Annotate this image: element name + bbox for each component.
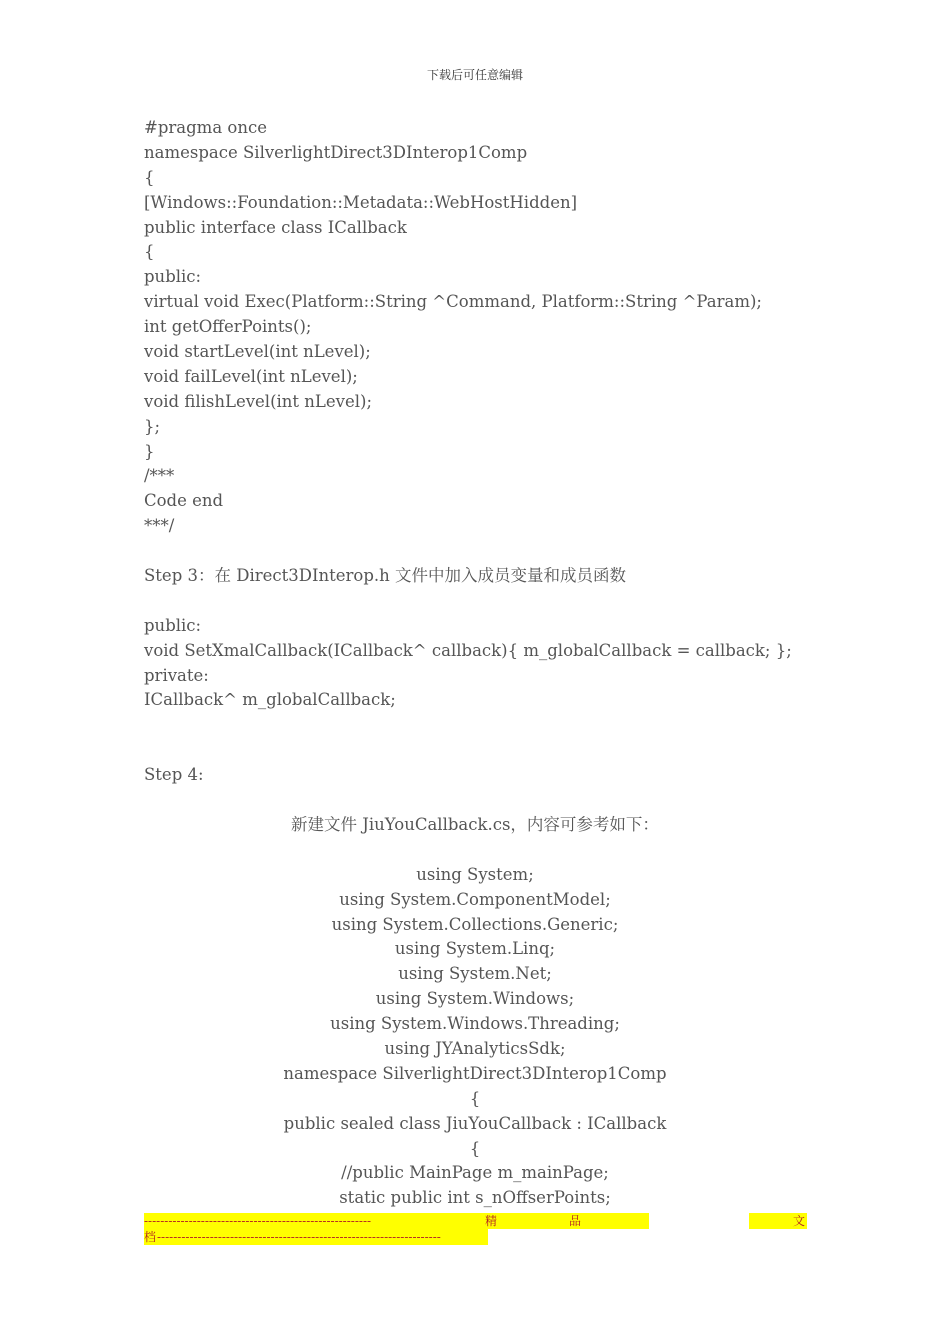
centered-code-line: 新建文件 JiuYouCallback.cs，内容可参考如下： (291, 815, 659, 834)
code-line (144, 738, 824, 763)
code-line: #pragma once (144, 118, 267, 137)
centered-code-line: using System.Linq; (394, 939, 556, 959)
code-line: Step 4: (144, 765, 204, 785)
code-line (144, 713, 824, 738)
centered-code-line: using System.ComponentModel; (339, 889, 611, 909)
centered-code-line: using JYAnalyticsSdk; (384, 1039, 566, 1059)
code-line: public: (144, 267, 202, 287)
code-line: void startLevel(int nLevel); (144, 342, 371, 362)
code-line (144, 589, 824, 614)
code-line: }; (144, 416, 161, 436)
code-line: int getOfferPoints(); (144, 317, 312, 337)
code-line (144, 539, 824, 564)
centered-code-line: { (469, 1088, 481, 1108)
footer-row-1 (144, 1213, 807, 1229)
centered-code-line: //public MainPage m_mainPage; (341, 1163, 609, 1183)
code-line: private: (144, 665, 209, 685)
centered-code-line: using System.Net; (398, 964, 552, 984)
code-line: void filishLevel(int nLevel); (144, 391, 373, 411)
page-header: 下载后可任意编辑 (426, 68, 523, 82)
code-line: { (144, 167, 155, 187)
code-line: Code end (144, 491, 224, 511)
footer-row-2 (144, 1229, 807, 1245)
code-line: namespace SilverlightDirect3DInterop1Comp (144, 142, 528, 162)
centered-code-line: using System.Windows; (375, 989, 575, 1009)
footer-char-4: 档 (144, 1230, 157, 1244)
footer-dashes-left: -------------------------------------------------------- (144, 1214, 372, 1228)
code-line: { (144, 242, 155, 262)
code-line: ***/ (144, 516, 175, 536)
footer-banner (144, 1213, 807, 1245)
centered-code-line: namespace SilverlightDirect3DInterop1Comp (283, 1063, 667, 1083)
code-line: void failLevel(int nLevel); (144, 366, 358, 386)
code-line: virtual void Exec(Platform::String ^Command, Platform::String ^Param); (144, 292, 762, 312)
centered-code-line: using System; (416, 864, 534, 884)
code-block-centered (144, 813, 806, 1211)
code-line: void SetXmalCallback(ICallback^ callback){ m_globalCallback = callback; }; (144, 640, 792, 660)
footer-dashes-bottom: ---------------------------------------------------------------------- (157, 1230, 441, 1244)
footer-char-1: 精 (485, 1214, 498, 1228)
centered-code-line: public sealed class JiuYouCallback : ICallback (283, 1113, 667, 1133)
code-line: public: (144, 615, 202, 635)
code-line: Step 3：在 Direct3DInterop.h 文件中加入成员变量和成员函数 (144, 566, 627, 586)
code-line: /*** (144, 466, 175, 486)
code-line: ICallback^ m_globalCallback; (144, 690, 396, 710)
centered-code-line: { (469, 1138, 481, 1158)
centered-code-line: using System.Windows.Threading; (330, 1014, 620, 1034)
code-line: } (144, 441, 155, 461)
code-line: [Windows::Foundation::Metadata::WebHostHidden] (144, 192, 578, 212)
footer-char-2: 品 (569, 1214, 582, 1228)
footer-char-3: 文 (793, 1214, 806, 1228)
centered-code-line: static public int s_nOffserPoints; (339, 1188, 611, 1208)
code-block-top (144, 116, 824, 788)
centered-code-line: using System.Collections.Generic; (331, 914, 619, 934)
code-line: public interface class ICallback (144, 217, 407, 237)
centered-code-line (144, 838, 806, 863)
